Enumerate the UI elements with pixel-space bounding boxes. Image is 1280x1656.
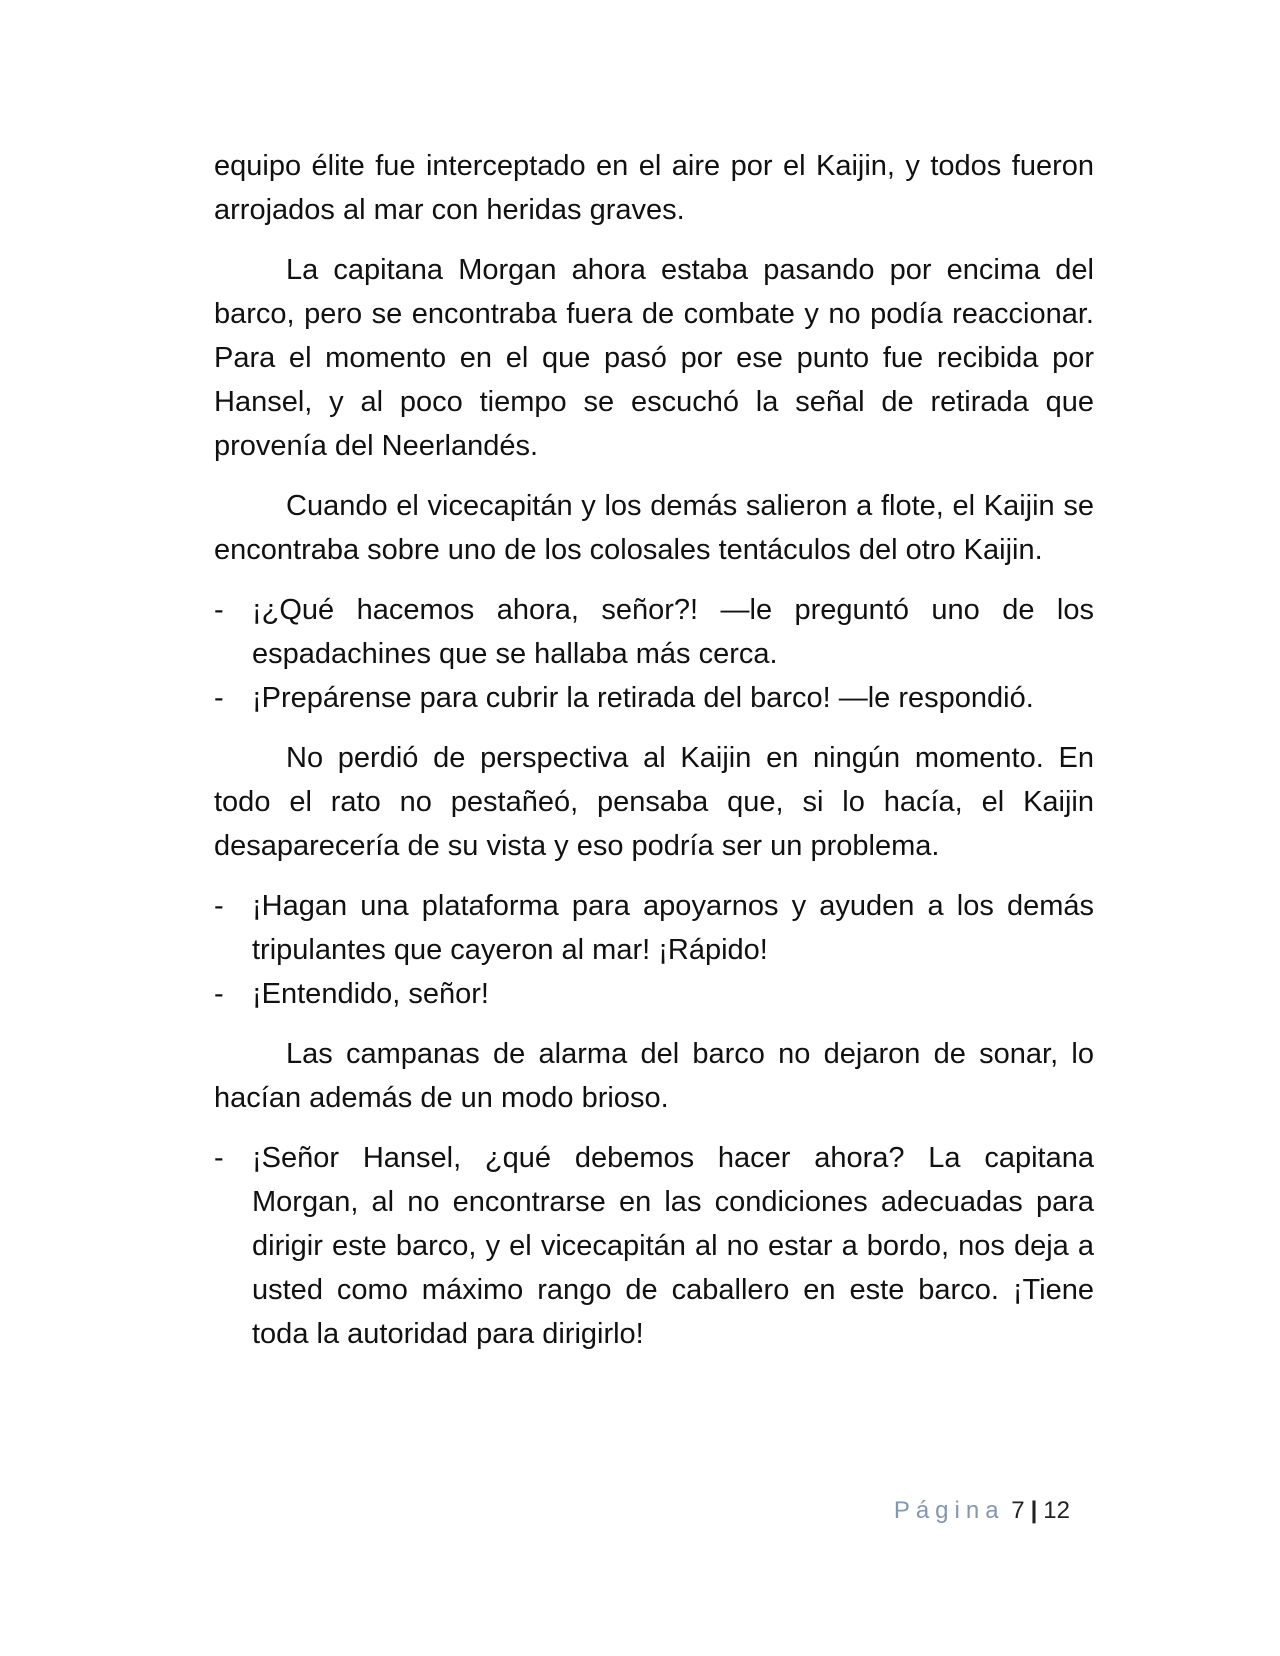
paragraph-5: Las campanas de alarma del barco no dejaron de sonar, lo hacían además de un modo brioso. bbox=[214, 1038, 1094, 1114]
dialogue-dash: - bbox=[214, 682, 224, 714]
dialogue-text: ¡¿Qué hacemos ahora, señor?! —le preguntó uno de los espadachines que se hallaba más cerca. bbox=[252, 594, 1094, 670]
dialogue-text: ¡Prepárense para cubrir la retirada del barco! —le respondió. bbox=[252, 682, 1034, 714]
dialogue-line-4 bbox=[214, 972, 1094, 1016]
dialogue-group-3 bbox=[214, 1136, 1094, 1356]
dialogue-dash: - bbox=[214, 890, 224, 922]
paragraph-1: equipo élite fue interceptado en el aire por el Kaijin, y todos fueron arrojados al mar con heridas graves. bbox=[214, 150, 1094, 226]
dialogue-line-1 bbox=[214, 588, 1094, 676]
dialogue-text: ¡Hagan una plataforma para apoyarnos y ayuden a los demás tripulantes que cayeron al mar! ¡Rápido! bbox=[252, 890, 1094, 966]
page-label: Página bbox=[893, 1497, 1005, 1524]
dialogue-line-2 bbox=[214, 676, 1094, 720]
dialogue-text: ¡Entendido, señor! bbox=[252, 978, 489, 1010]
dialogue-line-3 bbox=[214, 884, 1094, 972]
page-separator: | bbox=[1030, 1497, 1038, 1524]
paragraph-3: Cuando el vicecapitán y los demás salieron a flote, el Kaijin se encontraba sobre uno de los colosales tentáculos del otro Kaijin. bbox=[214, 490, 1094, 566]
dialogue-group-2 bbox=[214, 884, 1094, 1016]
dialogue-line-5 bbox=[214, 1136, 1094, 1356]
dialogue-dash: - bbox=[214, 594, 224, 626]
body-text bbox=[214, 144, 1094, 1372]
dialogue-dash: - bbox=[214, 1142, 224, 1174]
page-total: 12 bbox=[1043, 1497, 1070, 1524]
page-current: 7 bbox=[1011, 1497, 1025, 1524]
paragraph-4: No perdió de perspectiva al Kaijin en ningún momento. En todo el rato no pestañeó, pensaba que, si lo hacía, el Kaijin desaparecería de su vista y eso podría ser un problema. bbox=[214, 742, 1094, 862]
page-footer bbox=[894, 1496, 1070, 1526]
dialogue-dash: - bbox=[214, 978, 224, 1010]
dialogue-text: ¡Señor Hansel, ¿qué debemos hacer ahora? La capitana Morgan, al no encontrarse en las condiciones adecuadas para dirigir este barco, y el vicecapitán al no estar a bordo, nos deja a usted como máximo rango de caballero en este barco. ¡Tiene toda la autoridad para dirigirlo! bbox=[252, 1142, 1094, 1350]
paragraph-2: La capitana Morgan ahora estaba pasando por encima del barco, pero se encontraba fuera de combate y no podía reaccionar. Para el momento en el que pasó por ese punto fue recibida por Hansel, y al poco tiempo se escuchó la señal de retirada que provenía del Neerlandés. bbox=[214, 254, 1094, 462]
dialogue-group-1 bbox=[214, 588, 1094, 720]
